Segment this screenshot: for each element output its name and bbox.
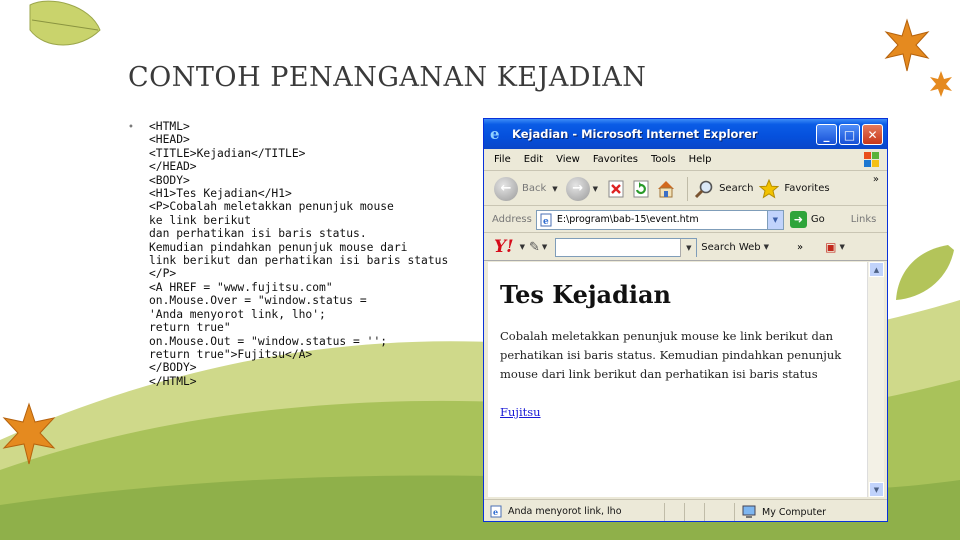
svg-text:e: e <box>542 216 549 227</box>
links-label[interactable]: Links <box>850 214 877 225</box>
code-line: Kemudian pindahkan penunjuk mouse dari <box>149 240 408 254</box>
page-paragraph: Cobalah meletakkan penunjuk mouse ke link berikut dan perhatikan isi baris status. Kemudian pindahkan penunjuk mouse dari link berikut dan perhatikan isi baris status <box>500 329 842 381</box>
menu-edit[interactable]: Edit <box>523 154 544 165</box>
yahoo-search-input[interactable] <box>555 238 697 257</box>
search-icon[interactable] <box>694 178 714 200</box>
status-divider <box>734 503 735 521</box>
yahoo-extra-icon[interactable]: ▣ <box>825 240 837 254</box>
code-line: <BODY> <box>149 173 190 187</box>
pencil-menu-caret[interactable]: ▼ <box>541 243 548 251</box>
forward-dropdown-caret[interactable]: ▼ <box>592 184 599 193</box>
yahoo-search-dropdown[interactable]: ▼ <box>680 239 696 257</box>
window-titlebar[interactable] <box>484 119 887 149</box>
code-line: link berikut dan perhatikan isi baris status <box>149 254 449 268</box>
html-code-listing <box>149 120 449 388</box>
back-arrow-icon[interactable]: ← <box>494 177 518 201</box>
window-title: Kejadian - Microsoft Internet Explorer <box>512 127 758 141</box>
code-line: return true" <box>149 321 231 335</box>
yahoo-menu-caret[interactable]: ▼ <box>519 243 525 251</box>
page-icon <box>540 213 553 227</box>
pencil-icon[interactable]: ✎ <box>529 239 540 255</box>
code-line: dan perhatikan isi baris status. <box>149 227 367 241</box>
status-text: Anda menyorot link, lho <box>508 506 622 517</box>
go-arrow-icon[interactable]: ➜ <box>790 211 807 228</box>
menu-tools[interactable]: Tools <box>651 154 676 165</box>
search-web-caret[interactable]: ▼ <box>763 243 770 251</box>
stop-icon[interactable] <box>606 178 626 200</box>
code-line: ke link berikut <box>149 213 252 227</box>
status-divider <box>664 503 665 521</box>
ie-logo-icon: e <box>490 125 500 143</box>
yahoo-toolbar <box>484 234 887 261</box>
vertical-scrollbar[interactable] <box>867 262 884 497</box>
favorites-button-label[interactable]: Favorites <box>784 183 830 194</box>
leaf-decoration-right-green <box>888 240 960 310</box>
refresh-icon[interactable] <box>631 178 651 200</box>
menu-bar <box>484 149 887 171</box>
svg-text:e: e <box>493 507 499 517</box>
page-status-icon <box>490 505 503 518</box>
toolbar-overflow-chevron[interactable]: » <box>872 174 879 185</box>
browser-window <box>483 118 888 522</box>
scroll-down-arrow-icon[interactable]: ▼ <box>869 482 884 497</box>
my-computer-icon <box>742 505 758 519</box>
maximize-button[interactable]: □ <box>839 124 860 145</box>
zone-label: My Computer <box>762 506 827 518</box>
code-line: </P> <box>149 267 177 281</box>
windows-flag-icon <box>863 151 881 168</box>
code-line: </BODY> <box>149 361 197 375</box>
code-line: 'Anda menyorot link, lho'; <box>149 307 326 321</box>
search-web-button[interactable]: Search Web <box>701 241 761 253</box>
home-icon[interactable] <box>656 178 676 200</box>
back-button-label[interactable]: Back <box>522 183 547 194</box>
forward-arrow-icon[interactable]: → <box>566 177 590 201</box>
address-value: E:\program\bab-15\event.htm <box>556 214 699 225</box>
code-line: return true">Fujitsu</A> <box>149 347 313 361</box>
bullet-marker: • <box>128 122 134 133</box>
yahoo-toolbar-chevron[interactable]: » <box>797 241 804 253</box>
leaf-decoration-top-left <box>20 0 110 60</box>
menu-view[interactable]: View <box>556 154 580 165</box>
code-line: <H1>Tes Kejadian</H1> <box>149 187 292 201</box>
menu-favorites[interactable]: Favorites <box>592 154 639 165</box>
code-line: <TITLE>Kejadian</TITLE> <box>149 146 306 160</box>
yahoo-extra-caret[interactable]: ▼ <box>839 243 845 251</box>
code-line: <HTML> <box>149 120 190 133</box>
leaf-decoration-left <box>0 402 58 466</box>
back-dropdown-caret[interactable]: ▼ <box>552 184 558 193</box>
code-line: on.Mouse.Over = "window.status = <box>149 294 367 308</box>
status-bar <box>484 499 887 522</box>
menu-help[interactable]: Help <box>688 154 712 165</box>
star-icon[interactable] <box>759 178 779 200</box>
scroll-up-arrow-icon[interactable]: ▲ <box>869 262 884 277</box>
fujitsu-link[interactable]: Fujitsu <box>500 405 541 419</box>
security-zone <box>742 500 826 522</box>
search-button-label[interactable]: Search <box>719 183 754 194</box>
page-heading: Tes Kejadian <box>500 280 671 309</box>
code-line: <A HREF = "www.fujitsu.com" <box>149 280 333 294</box>
leaf-decoration-top-right <box>882 18 932 73</box>
status-divider <box>704 503 705 521</box>
address-input[interactable] <box>536 210 784 230</box>
code-line: </HEAD> <box>149 160 197 174</box>
menu-file[interactable]: File <box>494 154 511 165</box>
minimize-button[interactable]: _ <box>816 124 837 145</box>
code-line: </HTML> <box>149 374 197 388</box>
address-label: Address <box>492 214 532 225</box>
page-viewport <box>488 262 868 497</box>
leaf-decoration-right <box>928 70 954 98</box>
slide-title: CONTOH PENANGANAN KEJADIAN <box>128 62 647 93</box>
code-line: <HEAD> <box>149 133 190 147</box>
address-bar <box>484 207 887 233</box>
toolbar-separator <box>687 177 688 201</box>
yahoo-logo-icon[interactable]: Y! <box>494 237 514 257</box>
address-dropdown-button[interactable]: ▼ <box>767 211 783 229</box>
code-line: on.Mouse.Out = "window.status = ''; <box>149 334 388 348</box>
close-button[interactable]: ✕ <box>862 124 883 145</box>
code-line: <P>Cobalah meletakkan penunjuk mouse <box>149 200 394 214</box>
status-divider <box>684 503 685 521</box>
go-button-label[interactable]: Go <box>810 214 825 225</box>
standard-toolbar <box>484 172 887 206</box>
